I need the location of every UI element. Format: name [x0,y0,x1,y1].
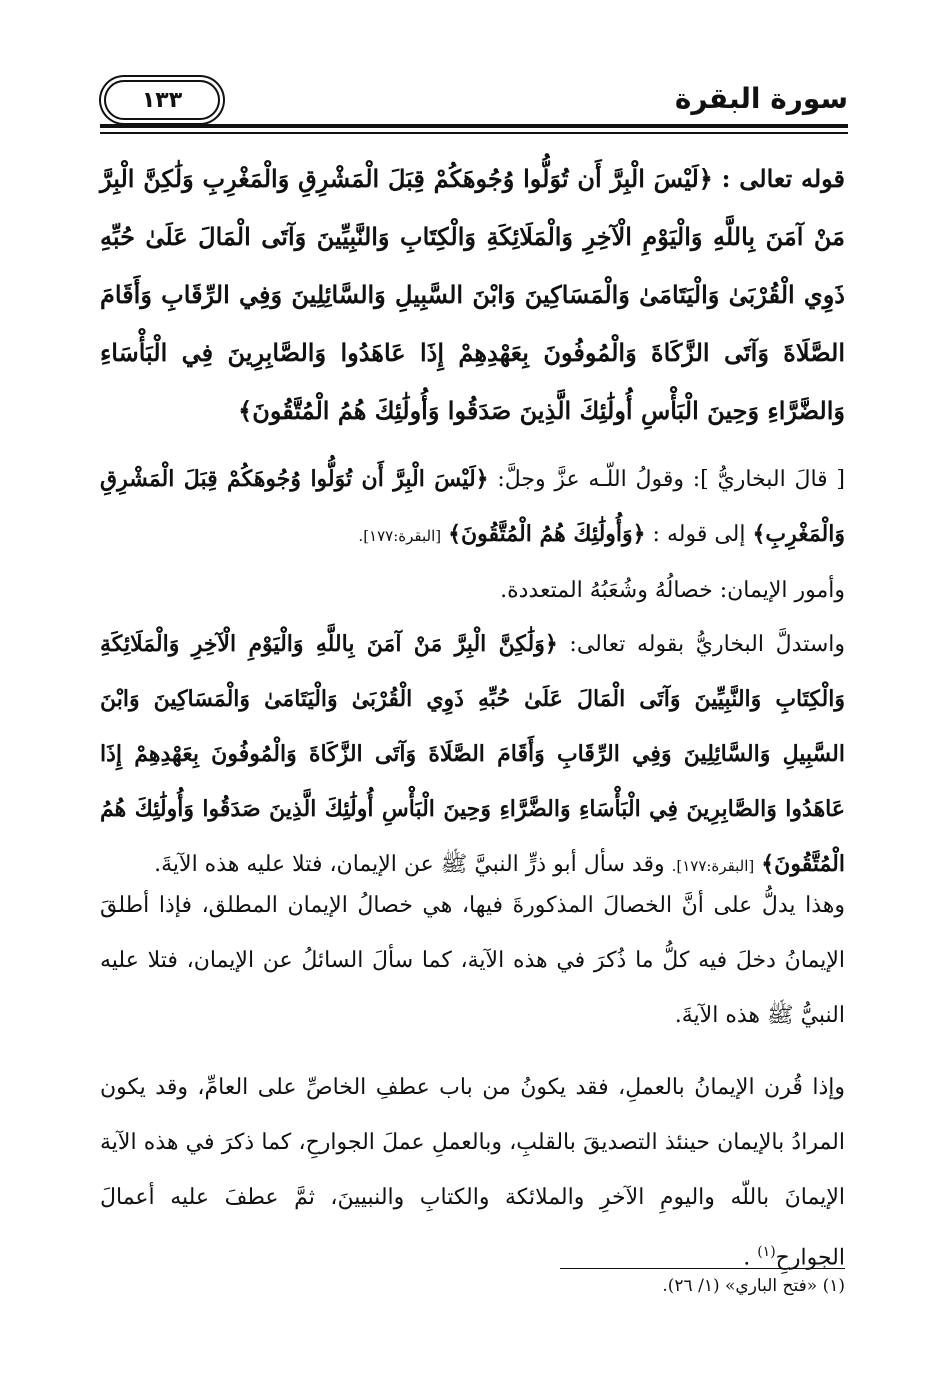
inline-verse: ﴿لَيْسَ الْبِرَّ أَن تُوَلُّوا وُجُوهَكُمْ قِبَلَ الْمَشْرِقِ وَالْمَغْرِبِ﴾ [100,466,845,547]
header-rule-thin [100,132,848,134]
surah-title: سورة البقرة [674,82,848,115]
paragraph-text: وأمور الإيمان: خصالُهُ وشُعَبُهُ المتعددة. [500,578,845,603]
evidence-intro: واستدلَّ البخاريُّ بقوله تعالى: [569,632,846,657]
paragraph-end: . [743,1245,751,1271]
bukhari-evidence-paragraph [100,617,845,894]
evidence-verse: ﴿وَلَٰكِنَّ الْبِرَّ مَنْ آمَنَ بِاللَّهِ وَالْيَوْمِ الْآخِرِ وَالْمَلَائِكَةِ وَالْكِتَابِ وَالنَّبِيِّينَ وَآتَى الْمَالَ عَلَىٰ حُبِّهِ ذَوِي الْقُرْبَىٰ وَالْيَتَامَىٰ وَالْمَسَاكِينَ وَابْنَ السَّبِيلِ وَالسَّائِلِينَ وَفِي الرِّقَابِ وَأَقَامَ الصَّلَاةَ وَآتَى الزَّكَاةَ وَالْمُوفُونَ بِعَهْدِهِمْ إِذَا عَاهَدُوا وَالصَّابِرِينَ فِي الْبَأْسَاءِ وَالضَّرَّاءِ وَحِينَ الْبَأْسِ أُولَٰئِكَ الَّذِينَ صَدَقُوا وَأُولَٰئِكَ هُمُ الْمُتَّقُونَ﴾ [100,631,845,877]
verse-text: ﴿لَيْسَ الْبِرَّ أَن تُوَلُّوا وُجُوهَكُمْ قِبَلَ الْمَشْرِقِ وَالْمَغْرِبِ وَلَٰكِنَّ الْبِرَّ مَنْ آمَنَ بِاللَّهِ وَالْيَوْمِ الْآخِرِ وَالْمَلَائِكَةِ وَالْكِتَابِ وَالنَّبِيِّينَ وَآتَى الْمَالَ عَلَىٰ حُبِّهِ ذَوِي الْقُرْبَىٰ وَالْيَتَامَىٰ وَالْمَسَاكِينَ وَابْنَ السَّبِيلِ وَالسَّائِلِينَ وَفِي الرِّقَابِ وَأَقَامَ الصَّلَاةَ وَآتَى الزَّكَاةَ وَالْمُوفُونَ بِعَهْدِهِمْ إِذَا عَاهَدُوا وَالصَّابِرِينَ فِي الْبَأْسَاءِ وَالضَّرَّاءِ وَحِينَ الْبَأْسِ أُولَٰئِكَ الَّذِينَ صَدَقُوا وَأُولَٰئِكَ هُمُ الْمُتَّقُونَ﴾ [100,164,845,425]
verse-reference: [البقرة:١٧٧]. [358,527,442,545]
faith-matters-paragraph [100,563,845,618]
footnote-divider [560,1268,845,1269]
page-number-badge [104,80,220,120]
footnote-marker[interactable]: (١) [757,1244,776,1260]
footnote: (١) «فتح الباري» (١/ ٢٦). [662,1276,845,1296]
bukhari-quote-paragraph [100,452,845,564]
inline-connector: إلى قوله : [652,522,746,547]
absolute-faith-paragraph [100,878,845,1043]
verse-reference: [البقرة:١٧٧]. [671,857,755,875]
page-number: ١٣٣ [141,87,183,113]
bukhari-intro: [ قالَ البخاريُّ ]: وقولُ اللّـه عزَّ وجلَّ: [497,467,846,492]
page-header [100,78,848,140]
inline-verse-end: ﴿وَأُولَٰئِكَ هُمُ الْمُتَّقُونَ﴾ [448,521,646,547]
quran-verse-block [100,150,845,440]
verse-lead: قوله تعالى : [721,164,845,193]
paragraph-text: وإذا قُرن الإيمانُ بالعملِ، فقد يكونُ من باب عطفِ الخاصِّ على العامِّ، وقد يكون المرادُ بالإيمان حينئذ التصديقَ بالقلبِ، وبالعملِ عملَ الجوارحِ، كما ذكرَ في هذه الآية الإيمانَ باللّه واليومِ الآخرِ والملائكة والكتابِ والنبيينَ، ثمَّ عطفَ عليه أعمالَ الجوارحِ [100,1075,845,1271]
header-rule-thick [100,124,848,128]
paragraph-text: وهذا يدلُّ على أنَّ الخصالَ المذكورةَ فيها، هي خصالُ الإيمان المطلق، فإذا أطلقَ الإيمانُ دخلَ فيه كلُّ ما ذُكرَ في هذه الآية، كما سألَ السائلُ عن الإيمان، فتلا عليه النبيُّ ﷺ هذه الآيةَ. [100,893,845,1028]
faith-and-deeds-paragraph [100,1060,845,1285]
evidence-tail: وقد سأل أبو ذرٍّ النبيَّ ﷺ عن الإيمان، فتلا عليه هذه الآيةَ. [154,852,665,877]
